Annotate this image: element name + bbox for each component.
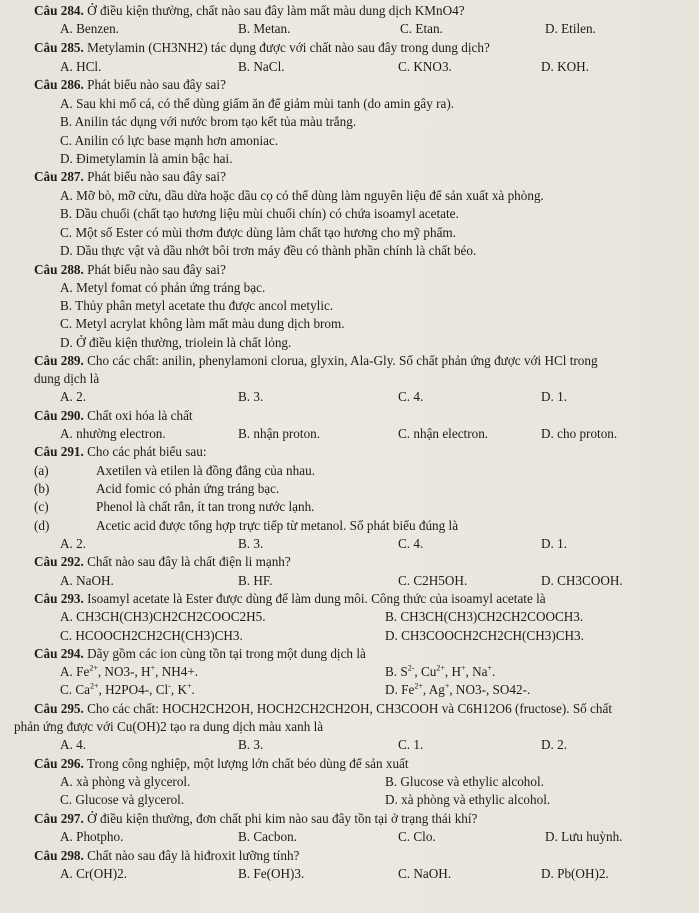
question-stem: Phát biểu nào sau đây sai? — [87, 77, 226, 92]
question-line — [34, 554, 291, 570]
question-stem: Cho các phát biểu sau: — [87, 444, 207, 459]
answer-option: B. 3. — [238, 737, 264, 752]
answer-option: D. CH3COOH. — [541, 573, 623, 588]
answer-option: A. 4. — [60, 737, 87, 752]
question-stem: Chất nào sau đây là chất điện li mạnh? — [87, 554, 291, 569]
answer-option: D. xà phòng và ethylic alcohol. — [385, 792, 551, 807]
answer-option: B. nhận proton. — [238, 426, 321, 441]
answer-option: D. $Fe^{2+}$, Ag+, NO3-, SO42-. — [385, 681, 531, 697]
answer-option: B. Glucose và ethylic alcohol. — [385, 774, 544, 789]
answer-option: B. HF. — [238, 573, 273, 588]
answer-option: C. HCOOCH2CH2CH(CH3)CH3. — [60, 628, 243, 643]
question-line — [34, 408, 193, 424]
question-stem: Chất nào sau đây là hiđroxit lưỡng tính? — [87, 848, 300, 863]
answer-option: A. xà phòng và glycerol. — [60, 774, 191, 789]
answer-option: C. Clo. — [398, 829, 436, 844]
question-number: Câu 295. — [34, 701, 84, 716]
answer-option: D. Dầu thực vật và dầu nhớt bôi trơn máy đều có thành phần chính là chất béo. — [60, 243, 477, 258]
question-line — [34, 3, 465, 19]
answer-option: B. 3. — [238, 389, 264, 404]
question-line — [34, 169, 226, 185]
question-stem: Ở điều kiện thường, chất nào sau đây làm mất màu dung dịch KMnO4? — [87, 3, 465, 18]
question-number: Câu 290. — [34, 408, 84, 423]
answer-option: C. 1. — [398, 737, 424, 752]
answer-option: B. 3. — [238, 536, 264, 551]
statement-text: Acid fomic có phản ứng tráng bạc. — [96, 481, 280, 496]
answer-option: D. 1. — [541, 389, 568, 404]
question-line — [34, 848, 299, 864]
question-number: Câu 292. — [34, 554, 84, 569]
question-number: Câu 285. — [34, 40, 84, 55]
question-stem-continued: phản ứng được với Cu(OH)2 tạo ra dung dịch màu xanh là — [14, 719, 324, 734]
answer-option: C. Glucose và glycerol. — [60, 792, 185, 807]
statement-text: Phenol là chất rắn, ít tan trong nước lạnh. — [96, 499, 315, 514]
question-line — [34, 353, 598, 369]
answer-option: B. Dầu chuối (chất tạo hương liệu mùi chuối chín) có chứa isoamyl acetate. — [60, 206, 459, 221]
question-line — [34, 811, 477, 827]
question-line — [34, 40, 490, 56]
answer-option: D. Etilen. — [545, 21, 596, 36]
answer-option: C. Một số Ester có mùi thơm được dùng làm chất tạo hương cho mỹ phẩm. — [60, 225, 456, 240]
answer-option: A. $Fe^{2+}$, NO3-, H+, NH4+. — [60, 663, 199, 679]
answer-option: C. nhận electron. — [398, 426, 489, 441]
question-number: Câu 284. — [34, 3, 84, 18]
answer-option: A. nhường electron. — [60, 426, 166, 441]
answer-option: A. Metyl fomat có phản ứng tráng bạc. — [60, 280, 266, 295]
question-line — [34, 77, 226, 93]
answer-option: D. KOH. — [541, 59, 589, 74]
statement-text: Axetilen và etilen là đồng đẳng của nhau. — [96, 463, 315, 478]
answer-option: C. C2H5OH. — [398, 573, 468, 588]
question-number: Câu 298. — [34, 848, 84, 863]
answer-option: D. Pb(OH)2. — [541, 866, 609, 881]
answer-option: A. CH3CH(CH3)CH2CH2COOC2H5. — [60, 609, 266, 624]
question-line — [34, 591, 546, 607]
question-stem: Isoamyl acetate là Ester được dùng để làm dung môi. Công thức của isoamyl acetate là — [87, 591, 546, 606]
answer-option: C. 4. — [398, 389, 424, 404]
answer-option: D. 1. — [541, 536, 568, 551]
answer-option: D. Ở điều kiện thường, triolein là chất lỏng. — [60, 335, 292, 350]
answer-option: C. Etan. — [400, 21, 443, 36]
answer-option: A. Mỡ bò, mỡ cừu, dầu dừa hoặc dầu cọ có thể dùng làm nguyên liệu để sản xuất xà phòng. — [60, 188, 544, 203]
answer-option: D. 2. — [541, 737, 568, 752]
question-number: Câu 297. — [34, 811, 84, 826]
question-line — [34, 262, 226, 278]
answer-option: B. Thủy phân metyl acetate thu được ancol metylic. — [60, 298, 334, 313]
question-number: Câu 287. — [34, 169, 84, 184]
answer-option: C. Anilin có lực base mạnh hơn amoniac. — [60, 133, 279, 148]
answer-option: B. CH3CH(CH3)CH2CH2COOCH3. — [385, 609, 584, 624]
question-line — [34, 756, 409, 772]
answer-option: B. Fe(OH)3. — [238, 866, 305, 881]
answer-option: C. NaOH. — [398, 866, 452, 881]
answer-option: B. Anilin tác dụng với nước brom tạo kết tủa màu trắng. — [60, 114, 357, 129]
answer-option: B. Metan. — [238, 21, 291, 36]
answer-option: D. cho proton. — [541, 426, 618, 441]
answer-option: A. Cr(OH)2. — [60, 866, 128, 881]
question-stem: Cho các chất: HOCH2CH2OH, HOCH2CH2CH2OH, CH3COOH và C6H12O6 (fructose). Số chất — [87, 701, 613, 716]
question-stem: Dãy gồm các ion cùng tồn tại trong một dung dịch là — [87, 646, 366, 661]
question-stem: Metylamin (CH3NH2) tác dụng được với chất nào sau đây trong dung dịch? — [87, 40, 490, 55]
answer-option: C. Metyl acrylat không làm mất màu dung dịch brom. — [60, 316, 345, 331]
question-line — [34, 701, 612, 717]
question-stem-continued: dung dịch là — [34, 371, 100, 386]
answer-option: C. 4. — [398, 536, 424, 551]
question-stem: Chất oxi hóa là chất — [87, 408, 193, 423]
statement-label: (c) — [34, 499, 49, 514]
question-stem: Cho các chất: anilin, phenylamoni clorua, glyxin, Ala-Gly. Số chất phản ứng được với HCl trong — [87, 353, 598, 368]
answer-option: D. Lưu huỳnh. — [545, 829, 623, 844]
question-number: Câu 289. — [34, 353, 84, 368]
answer-option: A. Sau khi mổ cá, có thể dùng giấm ăn để giảm mùi tanh (do amin gây ra). — [60, 96, 455, 111]
statement-label: (a) — [34, 463, 49, 478]
question-number: Câu 296. — [34, 756, 84, 771]
answer-option: A. 2. — [60, 389, 87, 404]
answer-option: A. NaOH. — [60, 573, 114, 588]
question-line — [34, 444, 207, 460]
answer-option: D. Đimetylamin là amin bậc hai. — [60, 151, 233, 166]
answer-option: C. KNO3. — [398, 59, 452, 74]
question-number: Câu 294. — [34, 646, 84, 661]
answer-option: B. $S^{2-}$, $Cu^{2+}$, H+, Na+. — [385, 663, 496, 679]
answer-option: A. HCl. — [60, 59, 102, 74]
question-stem: Ở điều kiện thường, đơn chất phi kim nào sau đây tồn tại ở trạng thái khí? — [87, 811, 478, 826]
answer-option: C. $Ca^{2+}$, H2PO4-, Cl-, K+. — [60, 681, 195, 697]
answer-option: A. 2. — [60, 536, 87, 551]
question-number: Câu 291. — [34, 444, 84, 459]
statement-label: (b) — [34, 481, 50, 496]
question-line — [34, 646, 366, 662]
question-number: Câu 293. — [34, 591, 84, 606]
statement-label: (d) — [34, 518, 50, 533]
question-number: Câu 286. — [34, 77, 84, 92]
question-number: Câu 288. — [34, 262, 84, 277]
answer-option: A. Benzen. — [60, 21, 119, 36]
answer-option: D. CH3COOCH2CH2CH(CH3)CH3. — [385, 628, 584, 643]
answer-option: A. Photpho. — [60, 829, 124, 844]
question-stem: Phát biểu nào sau đây sai? — [87, 262, 226, 277]
question-stem: Phát biểu nào sau đây sai? — [87, 169, 226, 184]
answer-option: B. NaCl. — [238, 59, 285, 74]
question-stem: Trong công nghiệp, một lượng lớn chất béo dùng để sản xuất — [86, 756, 409, 771]
answer-option: B. Cacbon. — [238, 829, 297, 844]
statement-text: Acetic acid được tổng hợp trực tiếp từ metanol. Số phát biểu đúng là — [96, 518, 459, 533]
